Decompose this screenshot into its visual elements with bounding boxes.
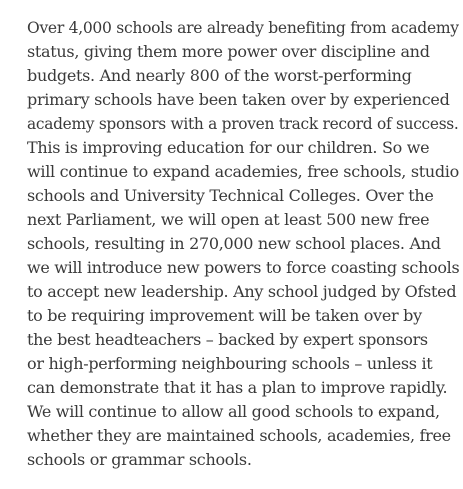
text-line: next Parliament, we will open at least 500 new free <box>27 210 430 229</box>
text-line: schools or grammar schools. <box>27 450 252 469</box>
text-line: Over 4,000 schools are already benefiting from academy <box>27 18 459 37</box>
text-line: to be requiring improvement will be taken over by <box>27 306 422 325</box>
text-line: will continue to expand academies, free schools, studio <box>27 162 459 181</box>
text-line: We will continue to allow all good schools to expand, <box>27 402 440 421</box>
text-line: whether they are maintained schools, academies, free <box>27 426 451 445</box>
text-line: budgets. And nearly 800 of the worst-performing <box>27 66 412 85</box>
text-line: can demonstrate that it has a plan to improve rapidly. <box>27 378 448 397</box>
text-line: schools, resulting in 270,000 new school places. And <box>27 234 441 253</box>
text-line: This is improving education for our children. So we <box>27 138 430 157</box>
text-line: schools and University Technical Colleges. Over the <box>27 186 434 205</box>
text-line: to accept new leadership. Any school judged by Ofsted <box>27 282 457 301</box>
text-line: status, giving them more power over discipline and <box>27 42 430 61</box>
text-line: we will introduce new powers to force coasting schools <box>27 258 460 277</box>
text-line: or high-performing neighbouring schools – unless it <box>27 354 433 373</box>
text-line: primary schools have been taken over by experienced <box>27 90 450 109</box>
text-line: the best headteachers – backed by expert sponsors <box>27 330 428 349</box>
text-line: academy sponsors with a proven track record of success. <box>27 114 459 133</box>
document-body <box>27 16 460 472</box>
